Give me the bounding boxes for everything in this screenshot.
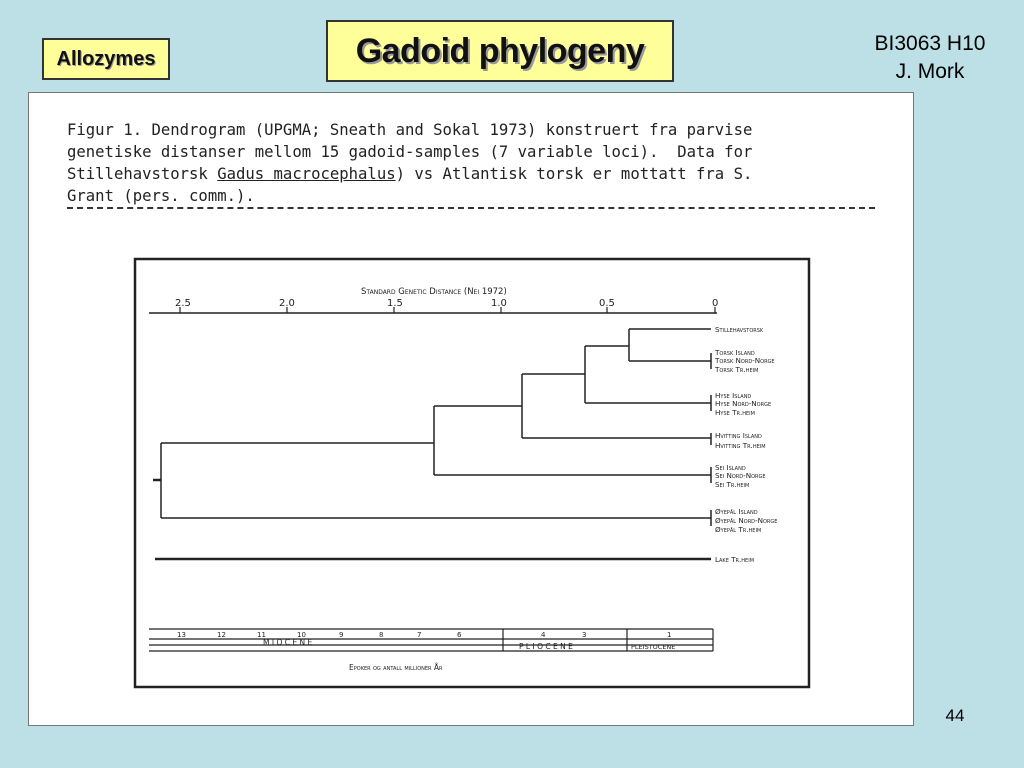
axis-title: Standard Genetic Distance (Nei 1972) <box>361 287 507 297</box>
course-code: BI3063 H10 <box>874 32 986 55</box>
course-info <box>840 30 1020 86</box>
myr-label: 12 <box>217 631 226 639</box>
epoch-pleistocene: PLEISTOCENE <box>631 643 676 651</box>
page-number: 44 <box>945 706 965 725</box>
scanned-figure <box>28 92 914 726</box>
tick-label-1-5: 1.5 <box>387 298 403 309</box>
tick-label-0: 0 <box>712 298 719 309</box>
myr-label: 1 <box>667 631 672 639</box>
caption-line-3-pre: Stillehavstorsk <box>67 165 218 183</box>
timescale-numbers <box>177 631 671 639</box>
myr-label: 13 <box>177 631 186 639</box>
axis-ticks <box>180 307 715 313</box>
taxon-label: Torsk Nord-Norge <box>715 356 775 365</box>
caption-line-3-post: ) vs Atlantisk torsk er mottatt fra S. <box>395 165 753 183</box>
course-author: J. Mork <box>895 60 965 83</box>
myr-label: 10 <box>297 631 306 639</box>
taxon-label: Øyepål Tr.heim <box>715 525 762 534</box>
tree-branches <box>153 329 711 559</box>
tick-label-1-0: 1.0 <box>491 298 507 309</box>
taxon-label: Torsk Tr.heim <box>715 365 759 374</box>
epoch-miocene: M I O C E N E <box>263 638 313 647</box>
caption-species-name: Gadus macrocephalus <box>217 165 396 183</box>
tick-label-2-5: 2.5 <box>175 298 191 309</box>
section-tag-label: Allozymes <box>56 47 156 70</box>
tick-label-0-5: 0.5 <box>599 298 615 309</box>
myr-label: 3 <box>582 631 587 639</box>
timescale-footer: Epoker og antall millioner År <box>349 663 443 672</box>
taxon-label: Torsk Island <box>715 348 755 357</box>
slide-title-text: Gadoid phylogeny <box>355 31 645 70</box>
taxon-label: Hyse Tr.heim <box>715 408 755 417</box>
section-tag <box>42 38 170 80</box>
tick-label-2-0: 2.0 <box>279 298 295 309</box>
taxon-label: Sei Tr.heim <box>715 480 750 489</box>
taxon-label: Stillehavstorsk <box>715 325 764 334</box>
taxon-label: Øyepål Nord-Norge <box>715 516 778 525</box>
taxon-label: Hyse Nord-Norge <box>715 399 772 408</box>
slide-title <box>326 20 674 82</box>
taxon-label: Lake Tr.heim <box>715 555 755 564</box>
taxon-label: Hvitting Island <box>715 431 762 440</box>
taxon-label: Hyse Island <box>715 391 752 400</box>
timescale-bar <box>149 629 713 651</box>
dendrogram <box>29 93 915 727</box>
taxa-labels <box>714 325 777 564</box>
taxon-label: Sei Island <box>715 463 746 472</box>
myr-label: 8 <box>379 631 384 639</box>
caption-line-2: genetiske distanser mellom 15 gadoid-samples (7 variable loci). Data for <box>67 143 753 161</box>
myr-label: 7 <box>417 631 422 639</box>
myr-label: 9 <box>339 631 344 639</box>
epoch-pliocene: P L I O C E N E <box>519 642 573 651</box>
taxon-label: Øyepål Island <box>715 507 758 516</box>
myr-label: 6 <box>457 631 462 639</box>
caption-line-1: Figur 1. Dendrogram (UPGMA; Sneath and Sokal 1973) konstruert fra parvise <box>67 121 753 139</box>
myr-label: 11 <box>257 631 266 639</box>
myr-label: 4 <box>541 631 546 639</box>
caption-line-4: Grant (pers. comm.). <box>67 187 255 205</box>
taxon-label: Sei Nord-Norge <box>715 471 766 480</box>
taxon-label: Hvitting Tr.heim <box>715 441 766 450</box>
dendrogram-frame <box>135 259 809 687</box>
